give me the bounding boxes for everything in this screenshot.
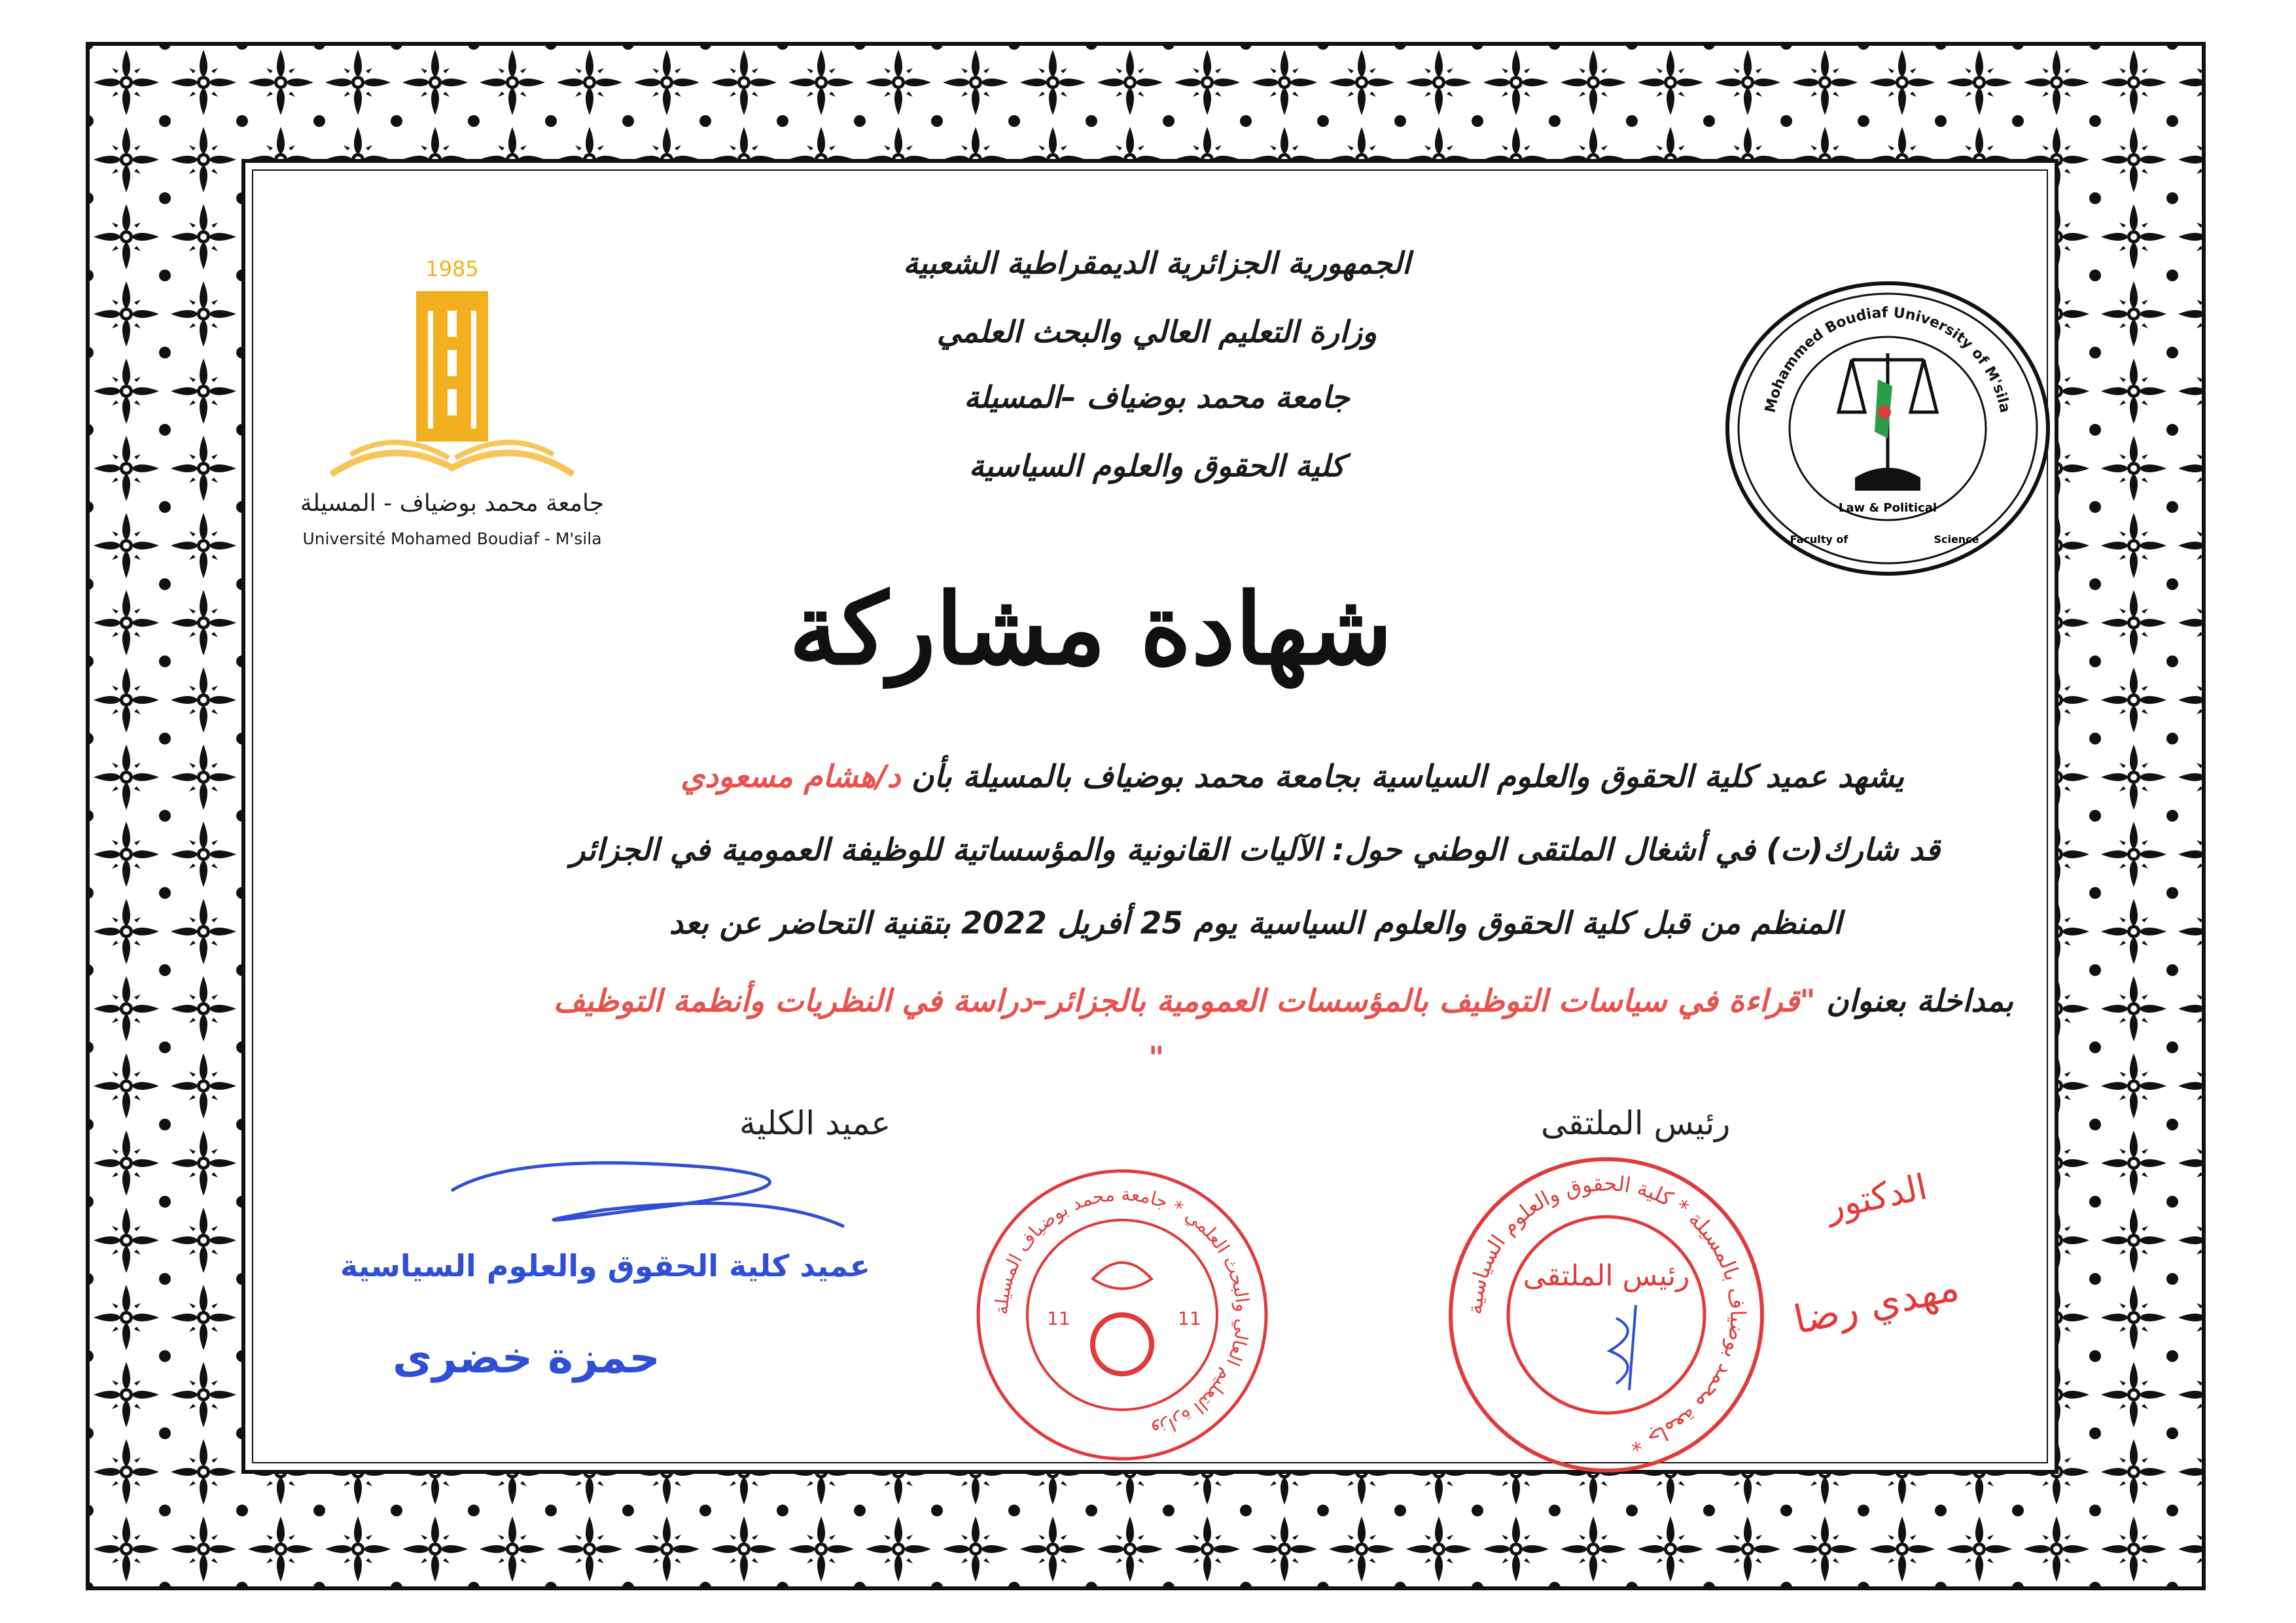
dean-stamp-number-right: 11 — [1178, 1308, 1201, 1329]
dean-stamp-number-left: 11 — [1047, 1308, 1070, 1329]
talk-title-closing-quote: " — [1148, 1040, 1165, 1076]
talk-title: "قراءة في سياسات التوظيف بالمؤسسات العمومية بالجزائر–دراسة في النظريات وأنظمة التوظيف — [553, 983, 1816, 1019]
chair-handwritten-name: مهدي رضا — [1790, 1264, 1964, 1344]
seal-bottom-text: Law & Political — [1838, 501, 1937, 515]
body-line-4 — [554, 983, 2013, 1020]
logo-name-ar: جامعة محمد بوضياف - المسيلة — [300, 490, 605, 517]
chair-round-stamp — [1446, 1155, 1767, 1475]
university-logo — [285, 258, 619, 559]
talk-prefix: بمداخلة بعنوان — [1815, 983, 2013, 1019]
chair-handwritten-title: الدكتور — [1822, 1166, 1931, 1228]
faculty-seal — [1721, 281, 2055, 582]
header-faculty: كلية الحقوق والعلوم السياسية — [968, 448, 1345, 483]
dean-stamp-name: حمزة خضرى — [393, 1333, 660, 1383]
logo-name-fr: Université Mohamed Boudiaf - M'sila — [302, 529, 602, 548]
seal-left-text: Faculty of — [1790, 533, 1848, 546]
header-republic: الجمهورية الجزائرية الديمقراطية الشعبية — [903, 245, 1411, 281]
tower-book-icon — [325, 285, 580, 481]
dean-round-stamp — [968, 1161, 1276, 1469]
dean-label: عميد الكلية — [739, 1104, 891, 1142]
chair-stamp-center-text: رئيس الملتقى — [1523, 1259, 1690, 1293]
certificate-title: شهادة مشاركة — [788, 572, 1393, 687]
dean-stamp-title: عميد كلية الحقوق والعلوم السياسية — [340, 1248, 870, 1283]
chair-label: رئيس الملتقى — [1541, 1104, 1731, 1142]
dean-signature — [438, 1151, 896, 1236]
body-line-2: قد شارك(ت) في أشغال الملتقى الوطني حول: الآليات القانونية والمؤسساتية للوظيفة العمومية في الجزائر — [570, 832, 1940, 868]
header-ministry: وزارة التعليم العالي والبحث العلمي — [936, 314, 1377, 349]
attestation-text: يشهد عميد كلية الحقوق والعلوم السياسية بجامعة محمد بوضياف بالمسيلة بأن — [900, 759, 1904, 795]
seal-top-text: Mohammed Boudiaf University of M'sila — [1762, 304, 2013, 415]
body-line-1 — [680, 759, 1904, 795]
header-university: جامعة محمد بوضياف –المسيلة — [964, 379, 1350, 415]
seal-right-text: Science — [1934, 533, 1979, 546]
participant-name: د/هشام مسعودي — [680, 759, 901, 795]
body-line-3: المنظم من قبل كلية الحقوق والعلوم السياسية يوم 25 أفريل 2022 بتقنية التحاضر عن بعد — [669, 905, 1842, 941]
dean-stamp-ring-text: وزارة التعليم العالي والبحث العلمي * جامعة محمد بوضياف المسيلة — [990, 1183, 1254, 1442]
chair-stamp-ring-text: جامعة محمد بوضياف بالمسيلة * كلية الحقوق والعلوم السياسية * — [1462, 1170, 1751, 1457]
logo-year: 1985 — [425, 256, 479, 281]
